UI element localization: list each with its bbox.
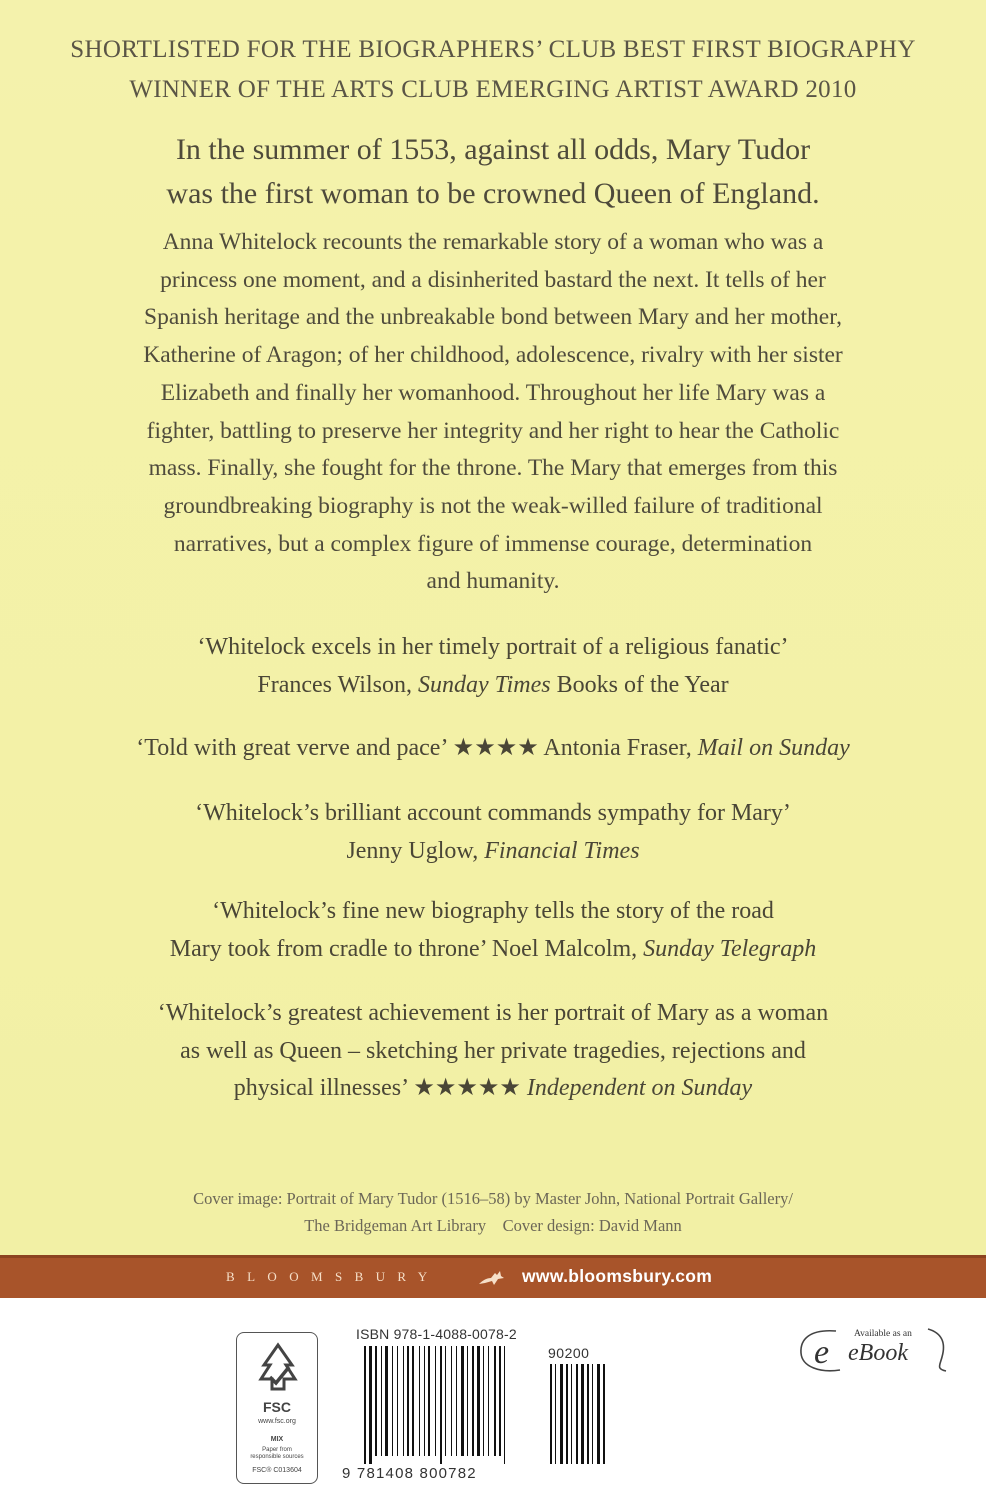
- ebook-word: eBook: [848, 1340, 908, 1366]
- award-winner: WINNER OF THE ARTS CLUB EMERGING ARTIST AWARD 2010: [129, 76, 857, 103]
- quote-attribution: [40, 833, 946, 871]
- star-rating: ★★★★: [452, 735, 539, 761]
- barcode-area: [0, 1298, 986, 1500]
- quote-attribution: [40, 931, 946, 969]
- quote-text: ‘Told with great verve and pace’: [136, 735, 453, 761]
- cover-image-credit: Cover image: Portrait of Mary Tudor (1516–58) by Master John, National Portrait Gallery/: [193, 1189, 793, 1208]
- quote-source: Sunday Telegraph: [643, 935, 817, 962]
- fsc-code: FSC® C013604: [252, 1467, 302, 1474]
- barcode-icon: [354, 1346, 630, 1466]
- fsc-mix: MIX: [270, 1436, 284, 1443]
- barcode-digits: 9 781408 800782: [342, 1465, 477, 1482]
- fsc-label: FSC: [263, 1399, 291, 1415]
- blurb-line: Elizabeth and finally her womanhood. Throughout her life Mary was a: [160, 379, 826, 406]
- quote-text: Mary took from cradle to throne’ Noel Malcolm,: [169, 935, 644, 962]
- publisher-bar: [0, 1255, 986, 1298]
- fsc-tree-checkmark-icon: [237, 1339, 319, 1397]
- blurb-line: mass. Finally, she fought for the throne. The Mary that emerges from this: [148, 455, 838, 482]
- review-quote-uglow: [40, 795, 946, 870]
- blurb-line: Katherine of Aragon; of her childhood, adolescence, rivalry with her sister: [143, 342, 843, 369]
- svg-text:e: e: [814, 1334, 830, 1371]
- quote-attribution: [40, 1070, 946, 1108]
- quote-author: Antonia Fraser,: [538, 735, 698, 761]
- blurb-line: and humanity.: [426, 568, 560, 595]
- review-quote-malcolm: [40, 893, 946, 968]
- quote-text: ‘Whitelock’s fine new biography tells the story of the road: [212, 898, 774, 924]
- fsc-description: Paper from responsible sources: [250, 1447, 304, 1460]
- blurb-line: Anna Whitelock recounts the remarkable story of a woman who was a: [162, 229, 824, 255]
- award-shortlisted: SHORTLISTED FOR THE BIOGRAPHERS’ CLUB BEST FIRST BIOGRAPHY: [70, 36, 916, 63]
- review-quote-fraser: [40, 730, 946, 768]
- fsc-site: www.fsc.org: [258, 1418, 296, 1425]
- ebook-available-text: Available as an: [854, 1329, 912, 1339]
- quote-source: Independent on Sunday: [520, 1075, 753, 1101]
- quote-source: Financial Times: [484, 837, 640, 864]
- cover-design-credit: The Bridgeman Art Library Cover design: David Mann: [304, 1216, 682, 1235]
- quote-author: Jenny Uglow,: [346, 837, 485, 864]
- price-code: 90200: [548, 1345, 590, 1361]
- isbn-number: ISBN 978-1-4088-0078-2: [356, 1326, 517, 1342]
- quote-suffix: Books of the Year: [550, 671, 729, 698]
- blurb-line: groundbreaking biography is not the weak-willed failure of traditional: [163, 492, 823, 519]
- quote-text: as well as Queen – sketching her private tragedies, rejections and: [180, 1037, 806, 1064]
- quote-attribution: [40, 667, 946, 705]
- star-rating: ★★★★★: [413, 1075, 521, 1101]
- publisher-name: BLOOMSBURY: [226, 1269, 440, 1284]
- quote-text: ‘Whitelock’s greatest achievement is her portrait of Mary as a woman: [157, 1000, 829, 1026]
- quote-author: Frances Wilson,: [257, 671, 418, 698]
- blurb-line: princess one moment, and a disinherited bastard the next. It tells of her: [160, 266, 826, 293]
- publisher-url-link[interactable]: www.bloomsbury.com: [522, 1266, 713, 1286]
- review-quote-wilson: [40, 629, 946, 704]
- quote-text: physical illnesses’: [233, 1075, 414, 1101]
- quote-text: ‘Whitelock’s brilliant account commands sympathy for Mary’: [195, 800, 791, 826]
- ebook-badge: [796, 1323, 952, 1379]
- quote-text: ‘Whitelock excels in her timely portrait of a religious fanatic’: [197, 634, 789, 660]
- bloomsbury-dog-logo-icon: [476, 1266, 506, 1288]
- headline-line: was the first woman to be crowned Queen of England.: [166, 177, 820, 210]
- quote-source: Sunday Times: [417, 671, 551, 698]
- blurb-line: fighter, battling to preserve her integrity and her right to hear the Catholic: [146, 417, 840, 444]
- headline: [0, 128, 986, 216]
- review-quote-independent: [40, 995, 946, 1108]
- fsc-logo-box: [236, 1332, 318, 1484]
- blurb-line: Spanish heritage and the unbreakable bond between Mary and her mother,: [144, 304, 842, 331]
- blurb-line: narratives, but a complex figure of immense courage, determination: [173, 530, 813, 557]
- blurb-paragraph: [70, 224, 916, 601]
- headline-line: In the summer of 1553, against all odds, Mary Tudor: [175, 133, 811, 166]
- quote-source: Mail on Sunday: [697, 735, 850, 761]
